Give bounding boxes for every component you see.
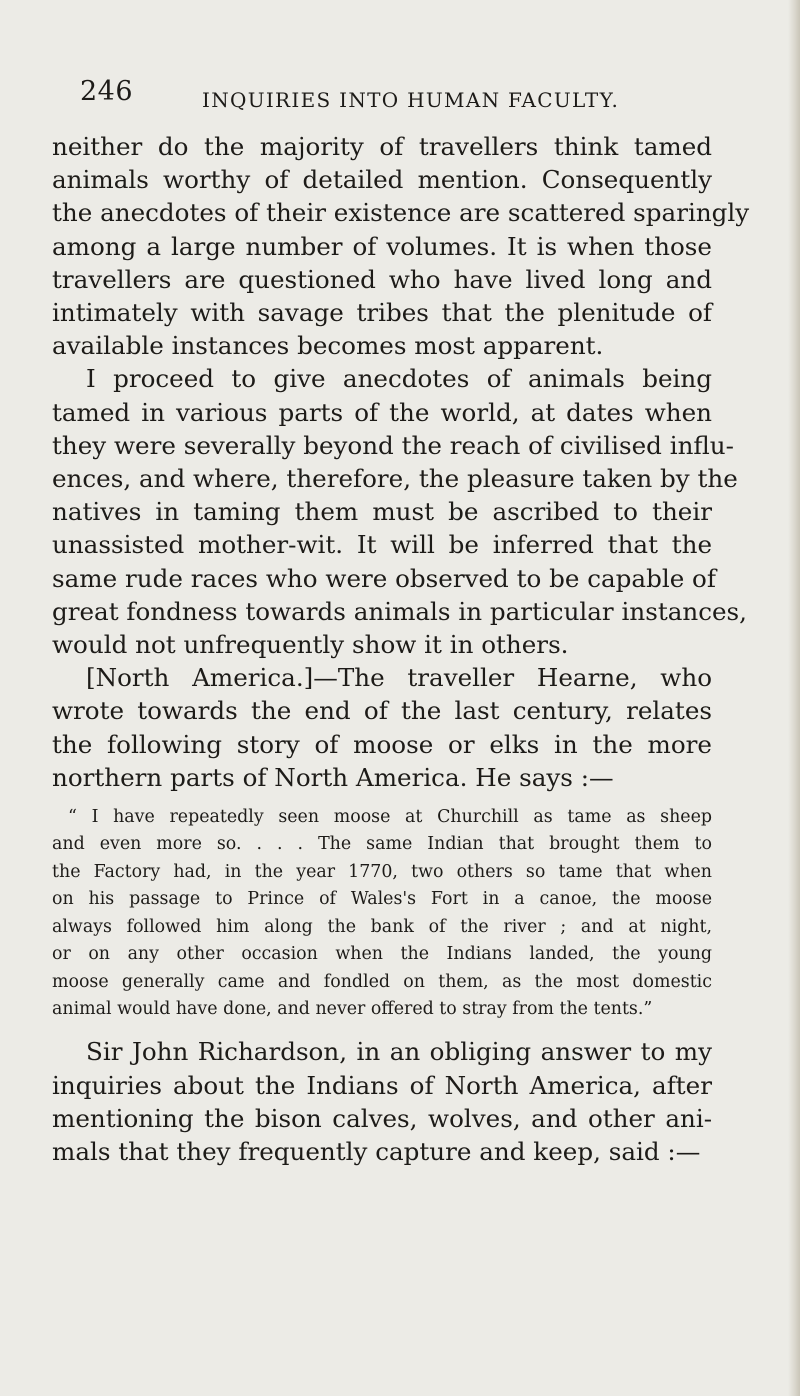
text-line: mentioning the bison calves, wolves, and other ani- (52, 1103, 712, 1133)
running-title: INQUIRIES INTO HUMAN FACULTY. (202, 88, 620, 112)
text-line: unassisted mother-wit. It will be inferred that the (52, 530, 712, 560)
quote-line: animal would have done, and never offered to stray from the tents.” (52, 998, 653, 1019)
text-line: travellers are questioned who have lived long and (52, 264, 712, 294)
text-line: I proceed to give anecdotes of animals being (86, 364, 712, 394)
text-line: would not unfrequently show it in others. (52, 630, 569, 660)
quote-line: the Factory had, in the year 1770, two others so tame that when (52, 861, 712, 882)
quote-line: “ I have repeatedly seen moose at Churchill as tame as sheep (68, 807, 712, 828)
paragraph-3 (52, 661, 712, 794)
page-number: 246 (80, 76, 134, 107)
text-line: the following story of moose or elks in the more (52, 729, 712, 759)
text-line: among a large number of volumes. It is when those (52, 231, 712, 261)
text-line: neither do the majority of travellers think tamed (52, 132, 712, 161)
text-line: Sir John Richardson, in an obliging answer to my (86, 1037, 712, 1067)
quote-line: and even more so. . . . The same Indian that brought them to (52, 834, 712, 855)
text-line: animals worthy of detailed mention. Consequently (52, 165, 712, 195)
text-line: the anecdotes of their existence are scattered sparingly (52, 198, 750, 228)
text-line: natives in taming them must be ascribed to their (52, 497, 712, 527)
text-line: tamed in various parts of the world, at dates when (52, 397, 712, 427)
paragraph-1 (52, 130, 750, 362)
text-line: ences, and where, therefore, the pleasure taken by the (52, 464, 738, 494)
quote-line: on his passage to Prince of Wales's Fort in a canoe, the moose (52, 889, 712, 910)
paragraph-2 (52, 362, 747, 661)
text-line: northern parts of North America. He says :— (52, 762, 614, 792)
text-line: intimately with savage tribes that the plenitude of (52, 298, 712, 328)
text-line: wrote towards the end of the last century, relates (52, 696, 712, 726)
text-line: inquiries about the Indians of North America, after (52, 1070, 712, 1100)
quote-line: always followed him along the bank of the river ; and at night, (52, 916, 712, 937)
block-quote (52, 804, 712, 1023)
text-line: same rude races who were observed to be capable of (52, 563, 716, 593)
text-line: [North America.]—The traveller Hearne, who (86, 663, 712, 693)
text-line: available instances becomes most apparent. (52, 331, 604, 361)
text-line: mals that they frequently capture and keep, said :— (52, 1136, 701, 1166)
quote-line: moose generally came and fondled on them, as the most domestic (52, 971, 712, 992)
page-header (80, 76, 720, 116)
text-line: great fondness towards animals in particular instances, (52, 596, 747, 626)
quote-line: or on any other occasion when the Indians landed, the young (52, 944, 712, 965)
page-edge (788, 0, 800, 1396)
text-line: they were severally beyond the reach of civilised influ- (52, 430, 734, 460)
paragraph-4 (52, 1035, 712, 1168)
body-text (52, 130, 750, 1168)
